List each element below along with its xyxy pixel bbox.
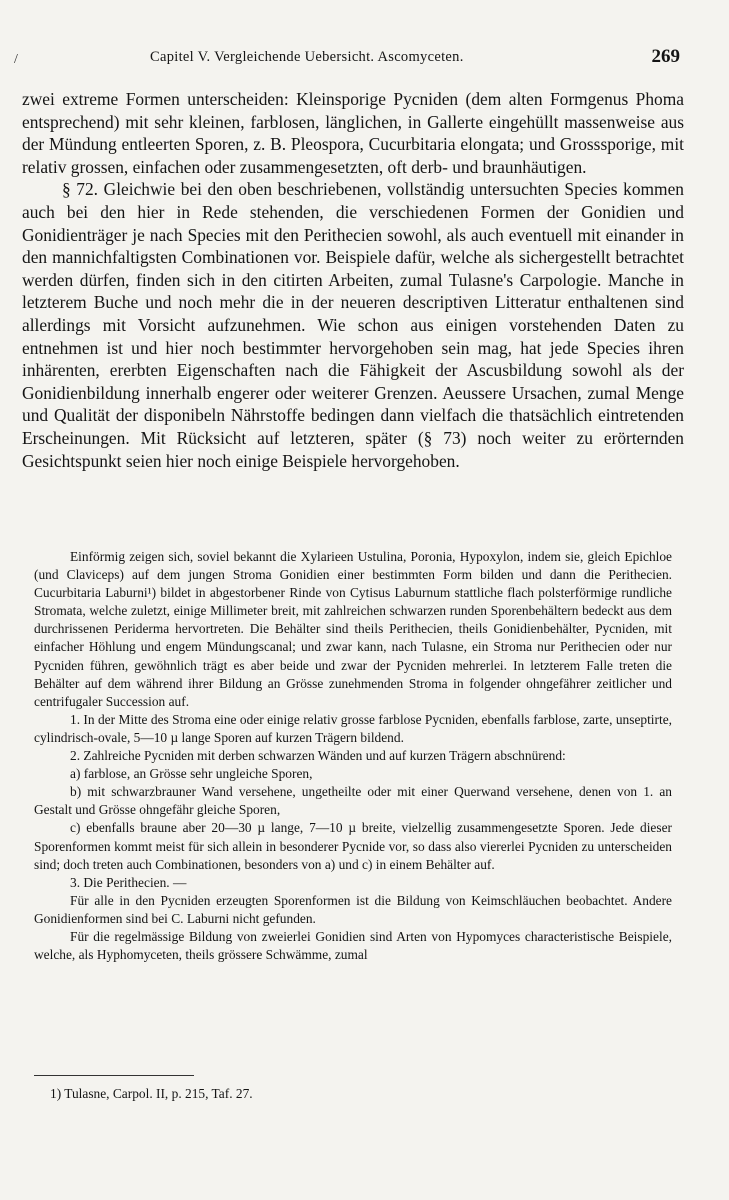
small-paragraph: Einförmig zeigen sich, soviel bekannt die Xylarieen Ustulina, Poronia, Hypoxylon, indem sie, gleich Epichloe (und Claviceps) auf dem jungen Stroma Gonidien einer bestimmten Form bilden und dann die Perithecien. Cucurbitaria Laburni¹) bildet in abgestorbener Rinde von Cytisus Laburnum stattliche flach polsterförmige rundliche Stromata, welche zuletzt, einige Millimeter breit, mit zahlreichen schwarzen runden Sporenbehältern bedeckt aus dem durchrissenen Periderma hervortreten. Die Behälter sind theils Perithecien, theils Gonidienbehälter, Pycniden, mit einfacher Höhlung und engem Mündungscanal; und zwar kann, nach Tulasne, ein Stroma nur Perithecien oder nur Pycniden führen, gewöhnlich trägt es aber beide und zwar der Pycniden mehrerlei. In letzterem Falle treten die Behälter auf dem während ihrer Bildung an Grösse zunehmenden Stroma in folgender ohngefährer zeitlicher und centrifugaler Succession auf. (34, 549, 672, 709)
small-paragraph: c) ebenfalls braune aber 20—30 µ lange, 7—10 µ breite, vielzellig zusammengesetzte Sporen. Jede dieser Sporenformen kommt meist für sich allein in besonderer Pycnide vor, so dass also viererlei Pycniden zu unterscheiden sind; doch treten auch Combinationen, besonders von a) und c) in einem Behälter auf. (34, 820, 672, 872)
main-text (22, 88, 684, 472)
small-paragraph: b) mit schwarzbrauner Wand versehene, ungetheilte oder mit einer Querwand versehene, denen von 1. an Gestalt und Grösse ohngefähr gleiche Sporen, (34, 784, 672, 818)
page-number: 269 (651, 46, 680, 67)
small-paragraph: Für alle in den Pycniden erzeugten Sporenformen ist die Bildung von Keimschläuchen beobachtet. Andere Gonidienformen sind bei C. Laburni nicht gefunden. (34, 892, 672, 926)
small-paragraph: Für die regelmässige Bildung von zweierlei Gonidien sind Arten von Hypomyces characteristische Beispiele, welche, als Hyphomyceten, theils grössere Schwämme, zumal (34, 928, 672, 963)
margin-mark: / (14, 52, 18, 67)
main-paragraph: zwei extreme Formen unterscheiden: Kleinsporige Pycniden (dem alten Formgenus Phoma entsprechend) mit sehr kleinen, farblosen, länglichen, in Gallerte eingehüllt massenweise aus der Mündung entleerten Sporen, z. B. Pleospora, Cucurbitaria elongata; und Grosssporige, mit relativ grossen, einfachen oder zusammengesetzten, oft derb- und braunhäutigen. (22, 89, 684, 177)
small-print-text (34, 548, 672, 964)
small-paragraph: 2. Zahlreiche Pycniden mit derben schwarzen Wänden und auf kurzen Trägern abschnürend: (70, 748, 566, 764)
footnote-rule (34, 1075, 194, 1076)
running-header (150, 46, 680, 76)
footnote: 1) Tulasne, Carpol. II, p. 215, Taf. 27. (50, 1086, 253, 1101)
main-paragraph: § 72. Gleichwie bei den oben beschriebenen, vollständig untersuchten Species kommen auch bei den hier in Rede stehenden, die verschiedenen Formen der Gonidien und Gonidienträger je nach Species mit den Perithecien sowohl, als auch eventuell mit einander in den mannichfaltigsten Combinationen vor. Beispiele dafür, welche als sichergestellt betrachtet werden dürfen, finden sich in den citirten Arbeiten, zumal Tulasne's Carpologie. Manche in letzterem Buche und noch mehr die in der neueren descriptiven Litteratur enthaltenen sind allerdings mit Vorsicht aufzunehmen. Wie schon aus einigen vorstehenden Daten zu entnehmen ist und hier noch bestimmter hervorgehoben sein mag, hat jede Species ihren inhärenten, ererbten Eigenschaften nach die Fähigkeit der Ascusbildung sowohl als der Gonidienbildung innerhalb engerer oder weiterer Grenzen. Aeussere Ursachen, zumal Menge und Qualität der disponibeln Nährstoffe bedingen dann vielfach die thatsächlich eintretenden Erscheinungen. Mit Rücksicht auf letzteren, später (§ 73) noch weiter zu erörternden Gesichtspunkt seien hier noch einige Beispiele hervorgehoben. (22, 179, 684, 471)
small-paragraph: 3. Die Perithecien. — (70, 874, 187, 890)
running-title: Capitel V. Vergleichende Uebersicht. Ascomyceten. (150, 49, 464, 65)
small-paragraph: a) farblose, an Grösse sehr ungleiche Sporen, (70, 766, 313, 782)
small-paragraph: 1. In der Mitte des Stroma eine oder einige relativ grosse farblose Pycniden, ebenfalls farblose, zarte, unseptirte, cylindrisch-ovale, 5—10 µ lange Sporen auf kurzen Trägern bildend. (34, 711, 672, 745)
